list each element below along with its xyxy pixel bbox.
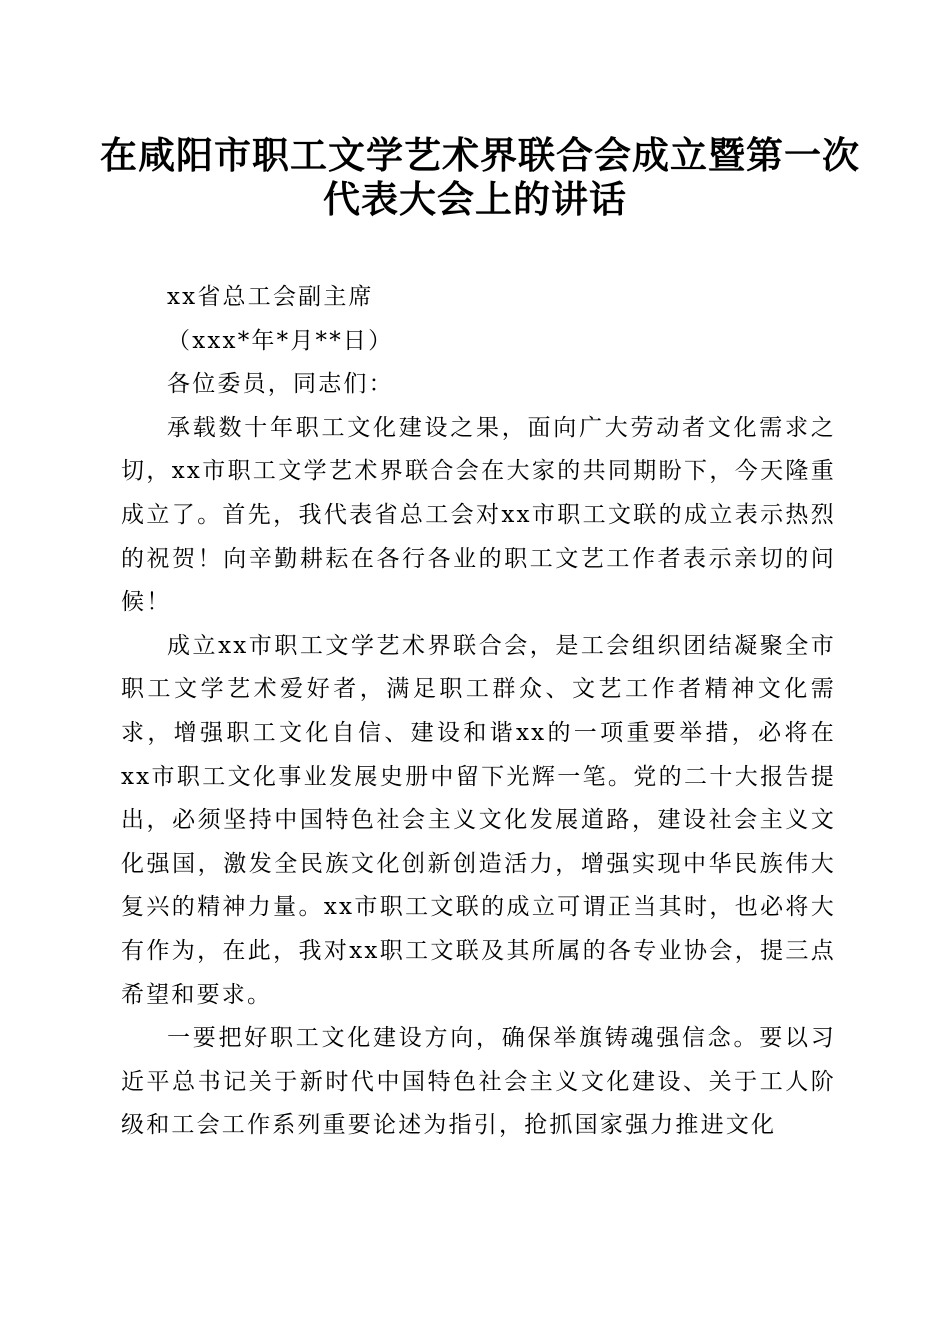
paragraph-3: 一要把好职工文化建设方向，确保举旗铸魂强信念。要以习近平总书记关于新时代中国特色社会主义文化建设、关于工人阶级和工会工作系列重要论述为指引，抢抓国家强力推进文化 bbox=[121, 1025, 836, 1139]
title-line-2: 代表大会上的讲话 bbox=[323, 177, 627, 221]
paragraph-1: 承载数十年职工文化建设之果，面向广大劳动者文化需求之切，xx市职工文学艺术界联合会在大家的共同期盼下，今天隆重成立了。首先，我代表省总工会对xx市职工文联的成立表示热烈的祝贺！向辛勤耕耘在各行各业的职工文艺工作者表示亲切的问候！ bbox=[121, 414, 836, 616]
title-line-1: 在咸阳市职工文学艺术界联合会成立暨第一次 bbox=[100, 133, 860, 177]
document-body bbox=[121, 276, 836, 1148]
date-line: （xxx*年*月**日） bbox=[167, 327, 394, 354]
document-title bbox=[100, 133, 860, 221]
speaker-line: xx省总工会副主席 bbox=[167, 284, 374, 310]
paragraph-2: 成立xx市职工文学艺术界联合会，是工会组织团结凝聚全市职工文学艺术爱好者，满足职工群众、文艺工作者精神文化需求，增强职工文化自信、建设和谐xx的一项重要举措，必将在xx市职工文化事业发展史册中留下光辉一笔。党的二十大报告提出，必须坚持中国特色社会主义文化发展道路，建设社会主义文化强国，激发全民族文化创新创造活力，增强实现中华民族伟大复兴的精神力量。xx市职工文联的成立可谓正当其时，也必将大有作为，在此，我对xx职工文联及其所属的各专业协会，提三点希望和要求。 bbox=[121, 632, 836, 1008]
salutation: 各位委员，同志们： bbox=[167, 371, 394, 398]
